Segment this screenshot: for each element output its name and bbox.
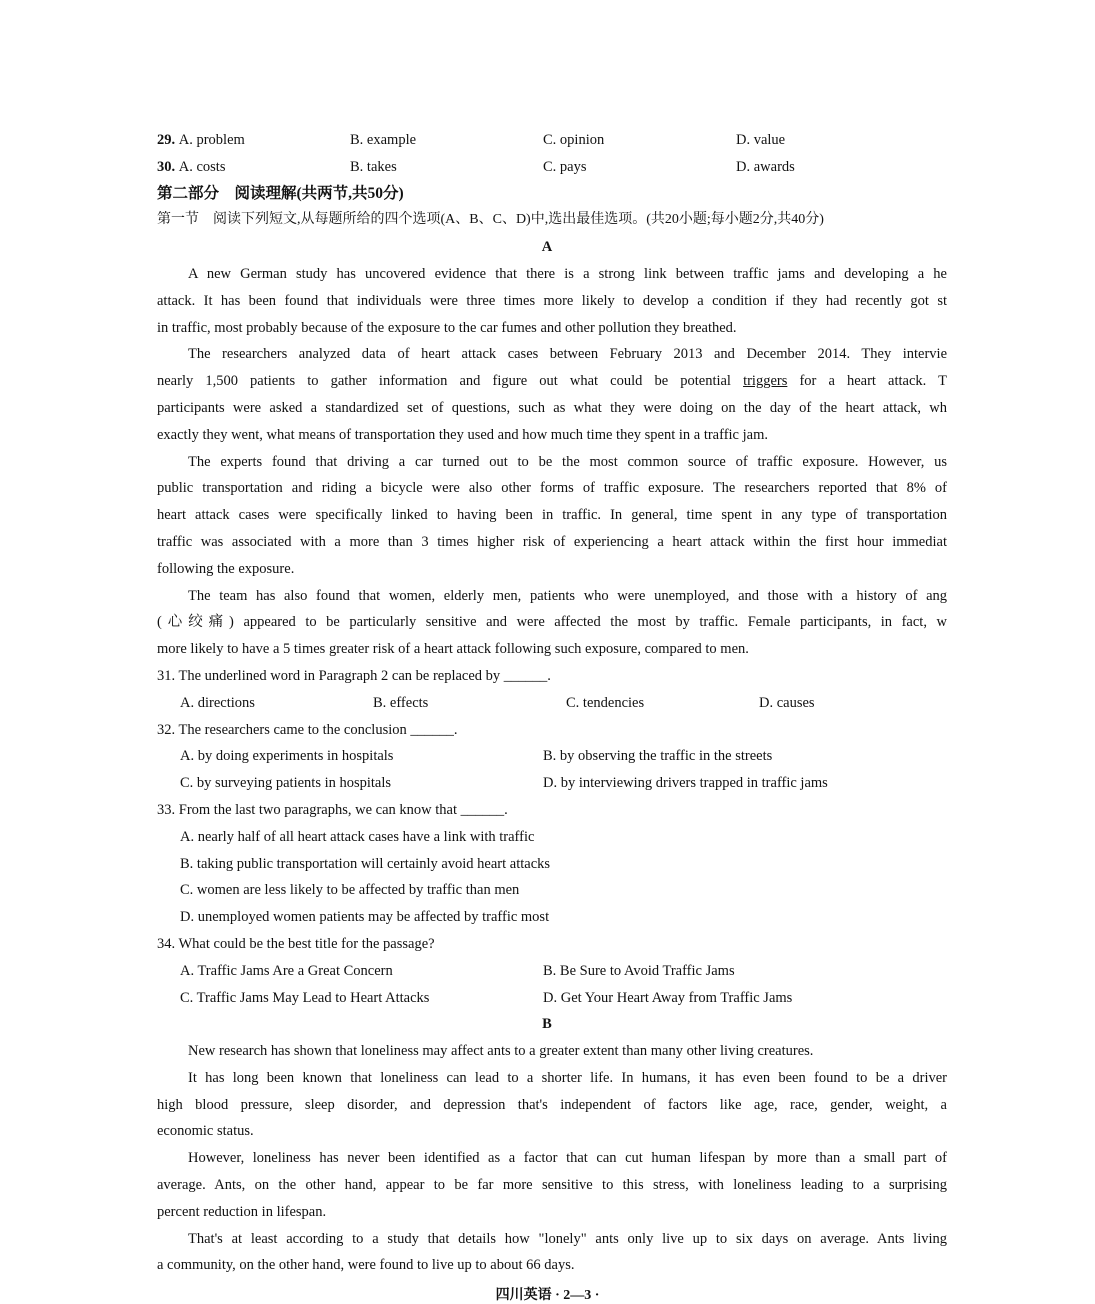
option: B. takes	[350, 158, 397, 175]
passage-line: average. Ants, on the other hand, appear to be far more sensitive to this stress, with loneliness leading to a surprising	[157, 1177, 947, 1194]
passage-line: public transportation and riding a bicycle were also other forms of traffic exposure. The researchers reported that 8% of	[157, 480, 947, 497]
passage-line: economic status.	[157, 1123, 254, 1140]
question-33-stem: 33. From the last two paragraphs, we can know that ______.	[157, 801, 508, 818]
question-32-stem: 32. The researchers came to the conclusion ______.	[157, 721, 458, 738]
question-31-options	[157, 690, 957, 717]
option: C. tendencies	[566, 694, 645, 711]
passage-line: exactly they went, what means of transportation they used and how much time they spent in a traffic jam.	[157, 426, 768, 443]
passage-b	[157, 1038, 957, 1279]
passage-a	[157, 261, 957, 663]
option: A. nearly half of all heart attack cases have a link with traffic	[180, 828, 535, 845]
option: A. by doing experiments in hospitals	[180, 748, 394, 765]
section-instruction: 第一节 阅读下列短文,从每题所给的四个选项(A、B、C、D)中,选出最佳选项。(共20小题;每小题2分,共40分)	[157, 212, 824, 228]
passage-line: percent reduction in lifespan.	[157, 1203, 327, 1220]
option: D. by interviewing drivers trapped in traffic jams	[543, 775, 828, 792]
option: C. opinion	[543, 132, 605, 148]
question-34-options	[157, 985, 957, 1012]
passage-line: It has long been known that loneliness can lead to a shorter life. In humans, it has even been found to be a driver	[188, 1069, 947, 1086]
option: A. Traffic Jams Are a Great Concern	[180, 962, 393, 979]
passage-b-label: B	[542, 1016, 552, 1033]
question-32-options	[157, 770, 957, 797]
passage-line: high blood pressure, sleep disorder, and depression that's independent of factors like age, race, gender, weight, a	[157, 1096, 947, 1113]
passage-line: That's at least according to a study that details how "lonely" ants only live up to six days on average. Ants living	[188, 1230, 947, 1247]
option: B. example	[350, 132, 417, 148]
part-heading: 第二部分 阅读理解(共两节,共50分)	[157, 184, 404, 202]
option: B. effects	[373, 694, 429, 711]
option: 30. A. costs	[157, 158, 226, 175]
passage-line: The researchers analyzed data of heart attack cases between February 2013 and December 2014. They intervie	[188, 346, 947, 363]
passage-line: a community, on the other hand, were found to live up to about 66 days.	[157, 1257, 575, 1274]
option: C. Traffic Jams May Lead to Heart Attacks	[180, 989, 430, 1006]
passage-line: However, loneliness has never been identified as a factor that can cut human lifespan by more than a small part of	[188, 1150, 947, 1167]
passage-a-label: A	[541, 239, 553, 256]
option: 29. A. problem	[157, 132, 245, 148]
option: C. pays	[543, 158, 587, 175]
option: D. unemployed women patients may be affected by traffic most	[180, 909, 550, 926]
passage-line: heart attack cases were specifically linked to having been in traffic. In general, time spent in any type of transportation	[157, 507, 947, 524]
question-34-stem: 34. What could be the best title for the passage?	[157, 935, 435, 952]
underlined-word: triggers	[743, 373, 788, 390]
passage-line: A new German study has uncovered evidence that there is a strong link between traffic jams and developing a he	[188, 265, 947, 282]
option: C. by surveying patients in hospitals	[180, 775, 392, 792]
passage-line: following the exposure.	[157, 560, 295, 577]
option: B. Be Sure to Avoid Traffic Jams	[543, 962, 735, 979]
question-31-stem: 31. The underlined word in Paragraph 2 can be replaced by ______.	[157, 667, 551, 684]
page-footer: 四川英语 · 2—3 ·	[495, 1288, 600, 1303]
question-30	[157, 154, 957, 181]
option: D. Get Your Heart Away from Traffic Jams	[543, 989, 793, 1006]
question-32-options	[157, 743, 957, 770]
passage-line: The team has also found that women, elderly men, patients who were unemployed, and those with a history of ang	[188, 587, 947, 604]
option: B. by observing the traffic in the streets	[543, 748, 773, 765]
question-34-options	[157, 958, 957, 985]
passage-line: attack. It has been found that individuals were three times more likely to develop a condition if they had recently got st	[157, 292, 947, 309]
option: B. taking public transportation will certainly avoid heart attacks	[180, 855, 551, 872]
option: D. awards	[736, 158, 795, 175]
option: C. women are less likely to be affected by traffic than men	[180, 882, 520, 899]
exam-page	[157, 127, 957, 1279]
passage-line: nearly 1,500 patients to gather information and figure out what could be potential triggers for a heart attack. T	[157, 373, 947, 390]
option: D. value	[736, 132, 786, 148]
option: D. causes	[759, 694, 815, 711]
passage-line: in traffic, most probably because of the exposure to the car fumes and other pollution they breathed.	[157, 319, 737, 336]
passage-line: participants were asked a standardized set of questions, such as what they were doing on the day of the heart attack, wh	[157, 399, 947, 416]
question-29	[157, 127, 957, 154]
option: A. directions	[180, 694, 255, 711]
passage-line: more likely to have a 5 times greater risk of a heart attack following such exposure, compared to men.	[157, 641, 749, 658]
passage-line: (心绞痛) appeared to be particularly sensitive and were affected the most by traffic. Female participants, in fact, w	[157, 614, 947, 631]
passage-line: New research has shown that loneliness may affect ants to a greater extent than many other living creatures.	[188, 1043, 814, 1060]
passage-line: traffic was associated with a more than 3 times higher risk of experiencing a heart attack within the first hour immediat	[157, 533, 947, 550]
passage-line: The experts found that driving a car turned out to be the most common source of traffic exposure. However, us	[188, 453, 947, 470]
